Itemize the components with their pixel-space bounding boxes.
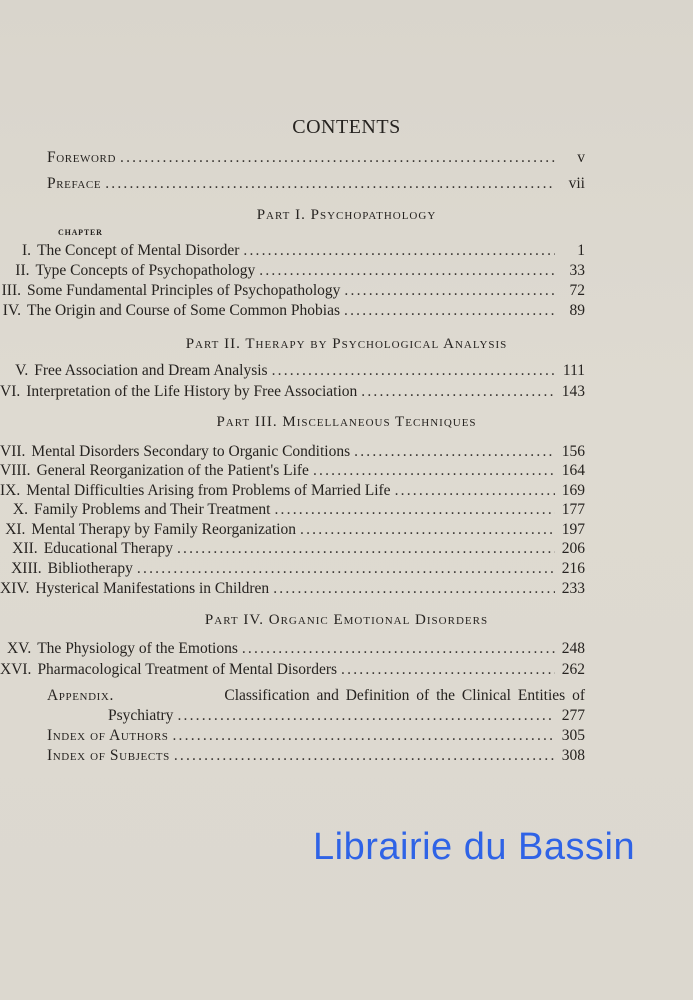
part-heading: Part III. Miscellaneous Techniques [216, 414, 477, 430]
toc-chapter-row [0, 281, 585, 301]
chapter-number: XI. [5, 521, 26, 538]
toc-appendix-line1 [47, 686, 585, 706]
chapter-page: 33 [569, 262, 585, 279]
chapter-page: 143 [561, 383, 585, 400]
toc-chapter-row [0, 660, 585, 680]
toc-label: Preface [47, 175, 102, 192]
part-heading: Part IV. Organic Emotional Disorders [204, 612, 489, 628]
toc-chapter-row [0, 500, 585, 520]
seller-watermark: Librairie du Bassin [313, 826, 636, 868]
part-heading: Part II. Therapy by Psychological Analysis [185, 336, 508, 352]
leader-dots [177, 706, 555, 726]
chapter-page: 72 [569, 282, 585, 299]
leader-dots [172, 726, 555, 746]
chapter-number: I. [22, 242, 32, 259]
appendix-title-cont: Psychiatry [108, 707, 174, 724]
chapter-number: IV. [2, 302, 22, 319]
toc-foreword [47, 148, 585, 168]
appendix-page: 277 [561, 707, 585, 724]
appendix-title: Classification and Definition of the Clinical Entities of [224, 687, 585, 704]
leader-dots [272, 361, 555, 381]
chapter-title: General Reorganization of the Patient's Life [36, 462, 309, 479]
chapter-number: XIV. [0, 580, 30, 597]
chapter-page: 197 [561, 521, 585, 538]
chapter-number: X. [12, 501, 28, 518]
leader-dots [395, 481, 555, 501]
toc-label: Foreword [47, 149, 117, 166]
leader-dots [354, 442, 555, 462]
chapter-page: 111 [562, 362, 585, 379]
chapter-page: 216 [561, 560, 585, 577]
chapter-number: IX. [0, 482, 21, 499]
chapter-title: The Concept of Mental Disorder [37, 242, 240, 259]
part-heading: Part I. Psychopathology [256, 207, 437, 223]
chapter-title: Type Concepts of Psychopathology [35, 262, 256, 279]
chapter-title: Educational Therapy [43, 540, 173, 557]
leader-dots [174, 746, 555, 766]
leader-dots [242, 639, 555, 659]
toc-chapter-row [0, 481, 585, 501]
toc-chapter-row [0, 442, 585, 462]
toc-chapter-row [0, 639, 585, 659]
leader-dots [361, 382, 555, 402]
chapter-page: 1 [577, 242, 585, 259]
chapter-page: 177 [561, 501, 585, 518]
toc-page: vii [568, 175, 585, 192]
chapter-page: 89 [569, 302, 585, 319]
chapter-number: VII. [0, 443, 26, 460]
chapter-number: VI. [0, 383, 21, 400]
appendix-label: Appendix. [47, 687, 114, 704]
chapter-column-label: CHAPTER [58, 228, 103, 237]
chapter-page: 156 [561, 443, 585, 460]
chapter-title: Bibliotherapy [47, 560, 133, 577]
chapter-title: Pharmacological Treatment of Mental Disorders [37, 661, 338, 678]
chapter-page: 262 [561, 661, 585, 678]
chapter-number: III. [1, 282, 21, 299]
leader-dots [105, 174, 555, 194]
leader-dots [259, 261, 555, 281]
leader-dots [273, 579, 555, 599]
toc-page: v [577, 149, 585, 166]
chapter-number: XVI. [0, 661, 32, 678]
toc-index-subjects [47, 746, 585, 766]
toc-label: Index of Subjects [47, 747, 170, 764]
chapter-number: VIII. [0, 462, 31, 479]
leader-dots [274, 500, 555, 520]
chapter-title: Some Fundamental Principles of Psychopathology [27, 282, 341, 299]
chapter-title: Mental Therapy by Family Reorganization [31, 521, 297, 538]
leader-dots [120, 148, 555, 168]
toc-chapter-row [0, 301, 585, 321]
leader-dots [344, 281, 555, 301]
chapter-title: Interpretation of the Life History by Free Association [26, 383, 358, 400]
toc-chapter-row [0, 241, 585, 261]
chapter-title: Family Problems and Their Treatment [33, 501, 271, 518]
leader-dots [313, 461, 555, 481]
toc-chapter-row [0, 559, 585, 579]
toc-chapter-row [0, 579, 585, 599]
toc-chapter-row [0, 382, 585, 402]
toc-chapter-row [0, 461, 585, 481]
chapter-page: 206 [561, 540, 585, 557]
chapter-title: The Physiology of the Emotions [37, 640, 238, 657]
chapter-title: Free Association and Dream Analysis [34, 362, 268, 379]
chapter-title: The Origin and Course of Some Common Phobias [27, 302, 341, 319]
leader-dots [177, 539, 555, 559]
chapter-number: XV. [6, 640, 32, 657]
chapter-number: V. [15, 362, 29, 379]
chapter-title: Hysterical Manifestations in Children [35, 580, 270, 597]
chapter-page: 233 [561, 580, 585, 597]
toc-appendix-line2 [108, 706, 585, 726]
toc-preface [47, 174, 585, 194]
leader-dots [137, 559, 555, 579]
page-title: CONTENTS [292, 116, 401, 138]
leader-dots [344, 301, 555, 321]
toc-page: 308 [561, 747, 585, 764]
toc-chapter-row [0, 520, 585, 540]
toc-chapter-row [0, 261, 585, 281]
chapter-page: 164 [561, 462, 585, 479]
leader-dots [243, 241, 555, 261]
toc-index-authors [47, 726, 585, 746]
chapter-page: 169 [561, 482, 585, 499]
toc-chapter-row [0, 361, 585, 381]
leader-dots [300, 520, 555, 540]
chapter-page: 248 [561, 640, 585, 657]
chapter-number: XII. [12, 540, 38, 557]
chapter-number: II. [15, 262, 30, 279]
chapter-number: XIII. [11, 560, 42, 577]
chapter-title: Mental Difficulties Arising from Problems of Married Life [26, 482, 391, 499]
toc-label: Index of Authors [47, 727, 169, 744]
toc-page: 305 [561, 727, 585, 744]
leader-dots [341, 660, 555, 680]
toc-chapter-row [0, 539, 585, 559]
chapter-title: Mental Disorders Secondary to Organic Conditions [31, 443, 351, 460]
